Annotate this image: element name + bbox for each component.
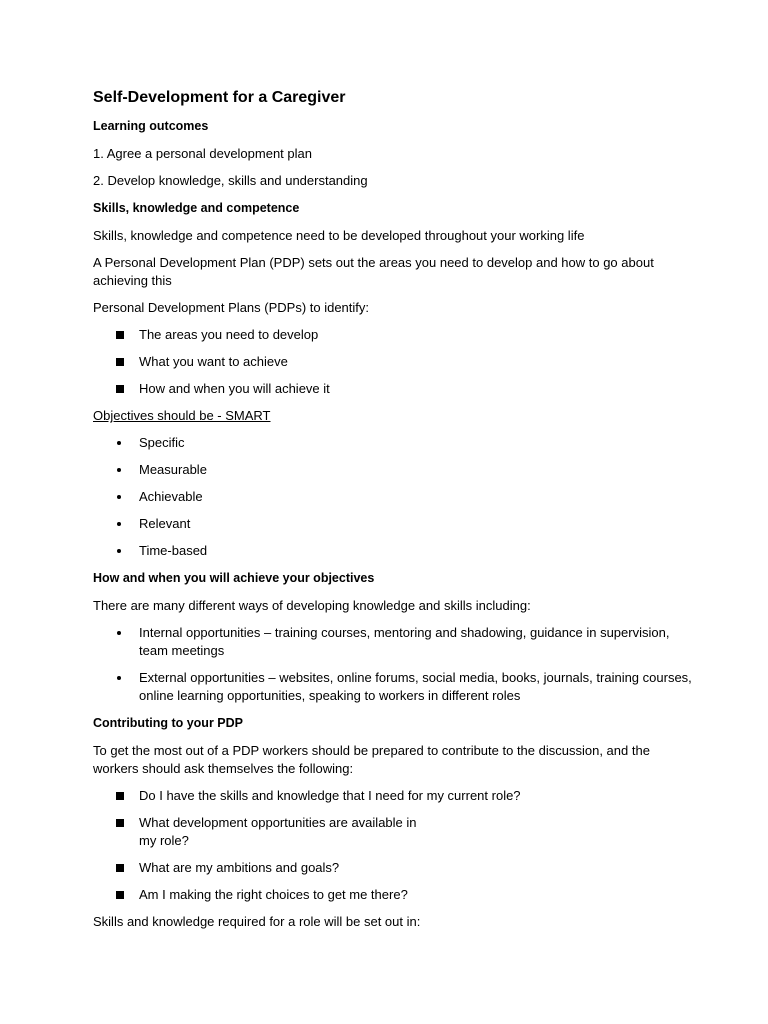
how-paragraph: There are many different ways of developing knowledge and skills including: bbox=[93, 598, 531, 613]
list-item-text: Am I making the right choices to get me there? bbox=[139, 887, 408, 902]
identify-list bbox=[93, 326, 693, 398]
list-item bbox=[93, 624, 693, 660]
list-item-text: External opportunities – websites, online forums, social media, books, journals, training courses, online learning opportunities, speaking to workers in different roles bbox=[139, 670, 692, 703]
list-item bbox=[93, 814, 693, 850]
list-item-text: Do I have the skills and knowledge that I need for my current role? bbox=[139, 788, 521, 803]
skills-heading: Skills, knowledge and competence bbox=[93, 201, 300, 215]
list-item bbox=[93, 326, 693, 344]
pdp-paragraph: A Personal Development Plan (PDP) sets out the areas you need to develop and how to go about achieving this bbox=[93, 255, 654, 288]
list-item-text: What are my ambitions and goals? bbox=[139, 860, 340, 875]
list-item bbox=[93, 353, 693, 371]
pdp-identify-paragraph: Personal Development Plans (PDPs) to identify: bbox=[93, 300, 370, 315]
list-item-text: What you want to achieve bbox=[139, 354, 288, 369]
list-item bbox=[93, 859, 693, 877]
list-item bbox=[93, 488, 693, 506]
list-item-text: What development opportunities are available in my role? bbox=[139, 815, 417, 848]
list-item-text: Relevant bbox=[139, 516, 191, 531]
closing-paragraph: Skills and knowledge required for a role will be set out in: bbox=[93, 914, 421, 929]
list-item bbox=[93, 515, 693, 533]
list-item bbox=[93, 461, 693, 479]
list-item-text: Measurable bbox=[139, 462, 207, 477]
contributing-heading: Contributing to your PDP bbox=[93, 716, 243, 730]
learning-outcome-item: 2. Develop knowledge, skills and understanding bbox=[93, 173, 368, 188]
contributing-paragraph: To get the most out of a PDP workers should be prepared to contribute to the discussion, and the workers should ask themselves the following: bbox=[93, 743, 650, 776]
learning-outcome-item: 1. Agree a personal development plan bbox=[93, 146, 312, 161]
document-body bbox=[93, 88, 693, 940]
list-item bbox=[93, 380, 693, 398]
questions-list bbox=[93, 787, 693, 904]
list-item bbox=[93, 886, 693, 904]
skills-paragraph: Skills, knowledge and competence need to be developed throughout your working life bbox=[93, 228, 585, 243]
smart-list bbox=[93, 434, 693, 560]
list-item-text: Specific bbox=[139, 435, 185, 450]
list-item bbox=[93, 669, 693, 705]
list-item-text: Internal opportunities – training courses, mentoring and shadowing, guidance in supervision, team meetings bbox=[139, 625, 670, 658]
document-title: Self-Development for a Caregiver bbox=[93, 89, 346, 106]
list-item-text: Time-based bbox=[139, 543, 208, 558]
list-item bbox=[93, 434, 693, 452]
smart-heading: Objectives should be - SMART bbox=[93, 408, 271, 423]
list-item-text: The areas you need to develop bbox=[139, 327, 319, 342]
list-item bbox=[93, 542, 693, 560]
list-item-text: How and when you will achieve it bbox=[139, 381, 330, 396]
opportunities-list bbox=[93, 624, 693, 705]
how-heading: How and when you will achieve your objectives bbox=[93, 571, 375, 585]
list-item bbox=[93, 787, 693, 805]
list-item-text: Achievable bbox=[139, 489, 203, 504]
learning-outcomes-heading: Learning outcomes bbox=[93, 119, 209, 133]
